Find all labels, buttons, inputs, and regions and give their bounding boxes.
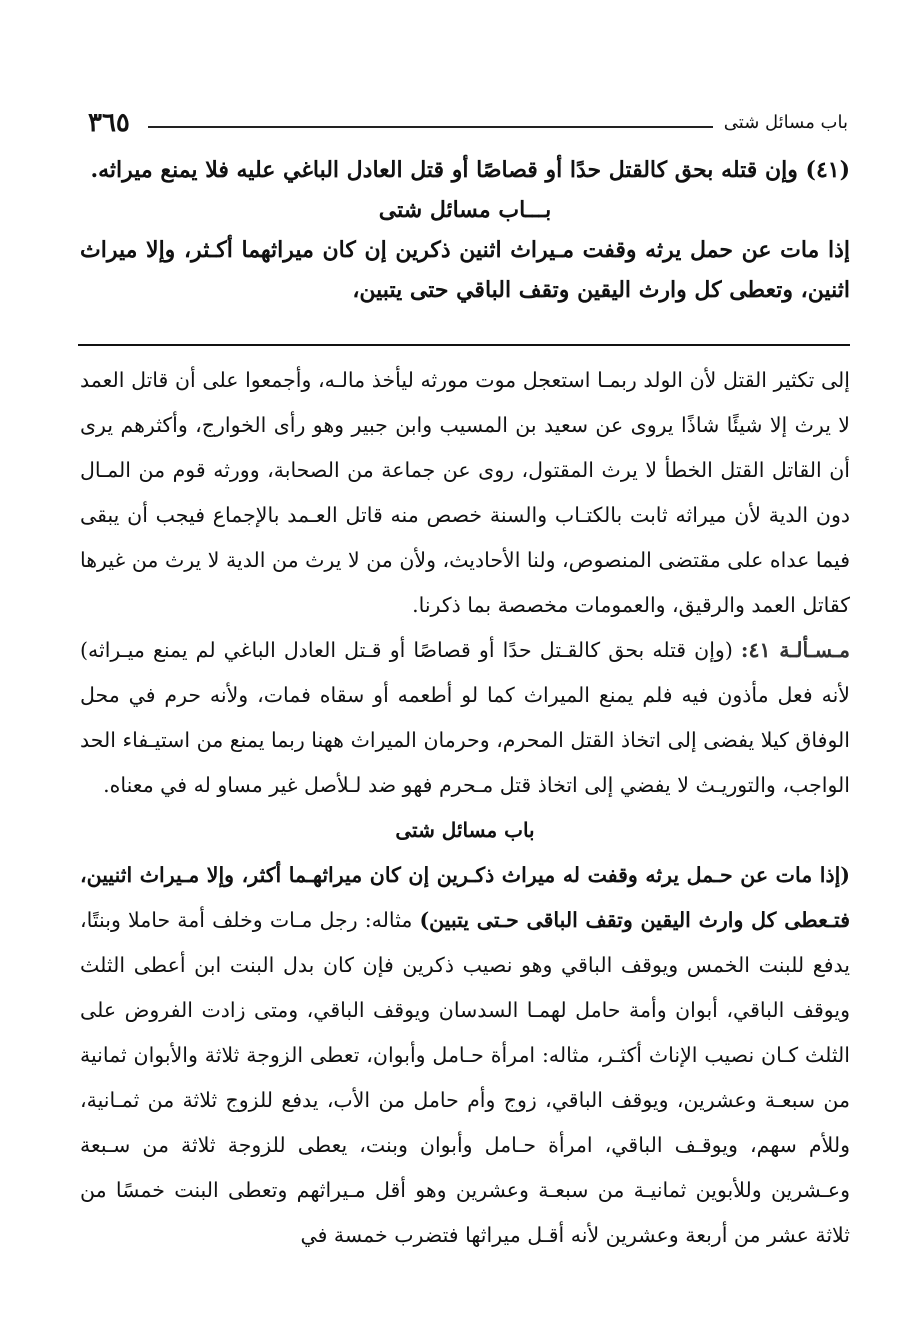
- matn-paragraph-41: (٤١) وإن قتله بحق كالقتل حدًا أو قصاصًا أو قتل العادل الباغي عليه فلا يمنع ميراثه.: [90, 157, 850, 183]
- page-header: [88, 108, 848, 148]
- sharh-chapter-title: باب مسائل شتى: [395, 818, 535, 842]
- sharh-paragraph-masala-41: [80, 628, 850, 808]
- running-title: باب مسائل شتى: [723, 112, 848, 133]
- masala-label: مـسـألـة ٤١:: [740, 638, 850, 662]
- matn-chapter-title: بـــاب مسائل شتى: [378, 197, 552, 223]
- page-number: ٣٦٥: [88, 108, 130, 138]
- masala-commentary: لأنه فعل مأذون فيه فلم يمنع الميراث كما لو أطعمه أو سقاه فمات، ولأنه حرم في محل الوفاق كيلا يفضى إلى اتخاذ القتل المحرم، وحرمان الميراث ههنا ربما يمنع من استيـفاء الحد الواجب، والتوريـث لا يفضي إلى اتخاذ قتل مـحرم فهو ضد لـلأصل غير مساو له في معناه.: [80, 683, 850, 797]
- sharh-paragraph-haml: [80, 853, 850, 1258]
- haml-quote: (إذا مات عن حـمل يرثه وقفت له ميراث ذكـرين إن كان ميراثهـما أكثر، وإلا مـيراث اثنيين، فتـعطى كل وارث اليقين وتقف الباقى حـتى يتبين): [80, 863, 850, 932]
- matn-paragraph-haml: إذا مات عن حمل يرثه وقفت مـيراث اثنين ذكرين إن كان ميراثهما أكـثر، وإلا ميراث اثنين، وتعطى كل وارث اليقين وتقف الباقي حتى يتبين،: [80, 237, 850, 303]
- masala-quote: (وإن قتله بحق كالقـتل حدًا أو قصاصًا أو قـتل العادل الباغي لم يمنع ميـراثه): [80, 638, 733, 662]
- haml-commentary: مثاله: رجل مـات وخلف أمة حاملا وبنتًا، يدفع للبنت الخمس ويوقف الباقي وهو نصيب ذكرين فإن كان بدل البنت ابن أعطى الثلث ويوقف الباقي، أبوان وأمة حامل لهمـا السدسان ويوقف الباقي، ومتى زادت الفروض على الثلث كـان نصيب الإناث أكثـر، مثاله: امرأة حـامل وأبوان، تعطى الزوجة ثلاثة والأبوان ثمانية من سبعـة وعشرين، ويوقف الباقي، زوج وأم حامل من الأب، يدفع للزوج ثلاثة من ثمـانية، وللأم سهم، ويوقـف الباقي، امرأة حـامل وأبوان وبنت، يعطى للزوجة ثلاثة من سـبعة وعـشرين وللأبوين ثمانيـة من سبعـة وعشرين وهو أقل مـيراثهم وتعطى البنت خمسًا من ثلاثة عشر من أربعة وعشرين لأنه أقـل ميراثها فتضرب خمسة في: [80, 908, 850, 1247]
- header-rule: [148, 126, 713, 128]
- sharh-paragraph-1: إلى تكثير القتل لأن الولد ربمـا استعجل موت مورثه ليأخذ مالـه، وأجمعوا على أن قاتل العمد لا يرث إلا شيئًا شاذًا يروى عن سعيد بن المسيب وابن جبير وهو رأى الخوارج، وأكثرهم يرى أن القاتل القتل الخطأ لا يرث المقتول، روى عن جماعة من الصحابة، وورثه قوم من المـال دون الدية لأن ميراثه ثابت بالكتـاب والسنة خصص منه قاتل العـمد بالإجماع فيجب أن يبقى فيما عداه على مقتضى المنصوص، ولنا الأحاديث، ولأن من لا يرث من الدية لا يرث من غيرها كقاتل العمد والرقيق، والعمومات مخصصة بما ذكرنا.: [80, 368, 850, 617]
- matn-section: [80, 150, 850, 310]
- section-divider: [78, 344, 850, 346]
- sharh-section: [80, 358, 850, 1258]
